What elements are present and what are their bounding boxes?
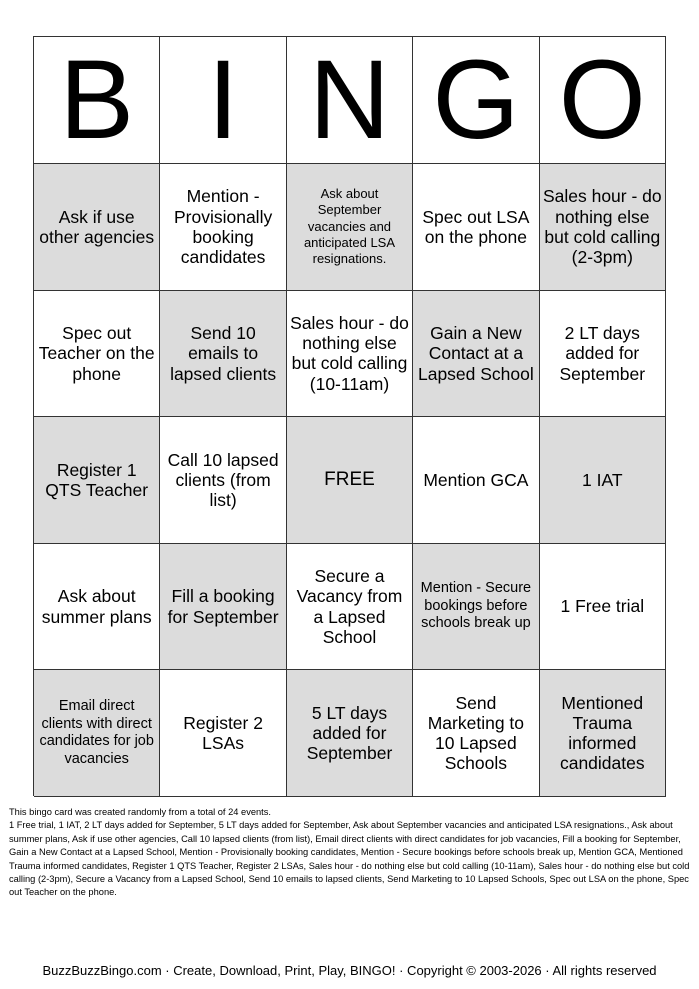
bingo-cell: Fill a booking for September [160,544,286,671]
bingo-cell: Spec out LSA on the phone [413,164,539,291]
bingo-header [34,37,666,164]
bingo-cell: Mention GCA [413,417,539,544]
notes-summary: This bingo card was created randomly from a total of 24 events. [9,807,271,817]
bingo-cell: Register 1 QTS Teacher [34,417,160,544]
bingo-cell: Secure a Vacancy from a Lapsed School [287,544,413,671]
card-notes [9,806,691,900]
bingo-grid [34,164,666,797]
bingo-cell: Ask about September vacancies and anticipated LSA resignations. [287,164,413,291]
bingo-cell: Send Marketing to 10 Lapsed Schools [413,670,539,797]
bingo-cell: Mentioned Trauma informed candidates [540,670,666,797]
bingo-cell: Register 2 LSAs [160,670,286,797]
bingo-cell: 5 LT days added for September [287,670,413,797]
bingo-cell: Spec out Teacher on the phone [34,291,160,418]
bingo-cell: 1 Free trial [540,544,666,671]
header-letter-g: G [413,37,539,164]
bingo-cell: Ask about summer plans [34,544,160,671]
site-footer: BuzzBuzzBingo.com · Create, Download, Print, Play, BINGO! · Copyright © 2003-2026 · All rights reserved [42,963,657,978]
bingo-cell: Gain a New Contact at a Lapsed School [413,291,539,418]
bingo-cell: Mention - Secure bookings before schools break up [413,544,539,671]
bingo-cell: Sales hour - do nothing else but cold calling (2-3pm) [540,164,666,291]
bingo-card [33,36,666,796]
bingo-cell: Sales hour - do nothing else but cold calling (10-11am) [287,291,413,418]
bingo-cell: Ask if use other agencies [34,164,160,291]
header-letter-n: N [287,37,413,164]
bingo-cell: Email direct clients with direct candidates for job vacancies [34,670,160,797]
bingo-cell: Mention - Provisionally booking candidates [160,164,286,291]
header-letter-b: B [34,37,160,164]
header-letter-o: O [540,37,666,164]
bingo-cell: Send 10 emails to lapsed clients [160,291,286,418]
notes-event-list: 1 Free trial, 1 IAT, 2 LT days added for September, 5 LT days added for September, Ask about September vacancies and anticipated LSA resignations., Ask about summer plans, Ask if use other agencies, Call 10 lapsed clients (from list), Email direct clients with direct candidates for job vacancies, Fill a booking for September, Gain a New Contact at a Lapsed School, Mention - Provisionally booking candidates, Mention - Secure bookings before schools break up, Mention GCA, Mentioned Trauma informed candidates, Register 1 QTS Teacher, Register 2 LSAs, Sales hour - do nothing else but cold calling (10-11am), Sales hour - do nothing else but cold calling (2-3pm), Secure a Vacancy from a Lapsed School, Send 10 emails to lapsed clients, Send Marketing to 10 Lapsed Schools, Spec out LSA on the phone, Spec out Teacher on the phone. [9,820,690,898]
bingo-free-cell: FREE [287,417,413,544]
bingo-cell: 1 IAT [540,417,666,544]
header-letter-i: I [160,37,286,164]
bingo-cell: Call 10 lapsed clients (from list) [160,417,286,544]
bingo-cell: 2 LT days added for September [540,291,666,418]
